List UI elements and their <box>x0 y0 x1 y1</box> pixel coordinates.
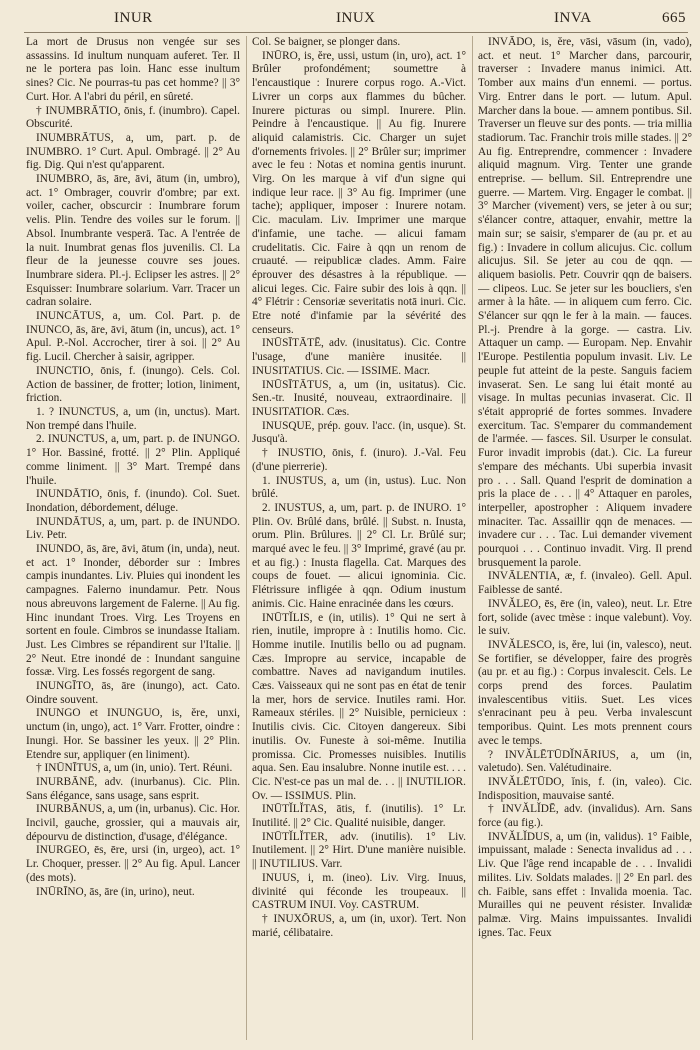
entry: INŪRĪNO, ās, āre (in, urino), neut. <box>36 885 195 898</box>
entry: INŪSĪTĀTĒ, adv. (inusitatus). Cic. Contre l'usage, d'une manière inusitée. || INUSITATIUS. Cic. — ISSIME. Macr. <box>252 337 466 377</box>
column-3 <box>478 36 692 1042</box>
entry: INŪTĬLIS, e (in, utilis). 1° Qui ne sert à rien, inutile, impropre à : Inutilis homo. Cic. Homme inutile. Inutilis bello ou ad pugnam. Cæs. Impropre au service, incapable de combattre. Naves ad navigandum inutiles. Cæs. Vaisseaux qui ne sont pas en état de tenir la mer, hors de service. Inutiles rami. Hor. Rameaux stériles. || 2° Nuisible, pernicieux : Inutilis civis. Cic. Citoyen dangereux. Sibi inutilis. Ov. Funeste à soi-même. Inutilia promissa. Cic. Promesses nuisibles. Inutilis aqua. Sen. Eau insalubre. Nonne inutile est. . . . Cic. N'est-ce pas un mal de. . . || INUTILIOR. Ov. — ISSIMUS. Plin. <box>252 611 466 802</box>
header-rule <box>24 32 688 33</box>
entry: † INVĂLĬDĒ, adv. (invalidus). Arn. Sans force (au fig.). <box>478 803 692 830</box>
entry: La mort de Drusus non vengée sur ses assassins. Id inultum nunquam auferet. Ter. Il ne le portera pas loin. Hanc esse inultum sines? Cic. Ne pourras-tu pas cet homme? || 3° Curt. Hor. A l'abri du péril, en sûreté. <box>26 36 240 103</box>
header-left-guideword: INUR <box>114 10 153 26</box>
entry: INVĂLEO, ēs, ēre (in, valeo), neut. Lr. Etre fort, solide (avec tmèse : inque valebunt). Voy. le suiv. <box>478 597 692 638</box>
entry: 1. ? INUNCTUS, a, um (in, unctus). Mart. Non trempé dans l'huile. <box>26 405 240 432</box>
entry: INŪTĬLĬTER, adv. (inutilis). 1° Liv. Inutilement. || 2° Hirt. D'une manière nuisible. || INUTILIUS. Varr. <box>252 830 466 871</box>
entry: INUSQUE, prép. gouv. l'acc. (in, usque). St. Jusqu'à. <box>252 419 466 446</box>
entry: INUMBRO, ās, āre, āvi, ātum (in, umbro), act. 1° Ombrager, couvrir d'ombre; par ext. voiler, cacher, obscurcir : Inumbrare forum velis. Plin. Tendre des voiles sur le forum. || Absol. Inumbrante vesperā. Tac. A l'entrée de la nuit. Inumbrat genas flos juvenilis. Cl. La fleur de la jeunesse couvre ses joues. Inumbrare sidera. Pl.-j. Eclipser les astres. || 2° Esquisser: Inumbrare solarium. Varr. Tracer un cadran solaire. <box>26 173 240 309</box>
entry: INUNDO, ās, āre, āvi, ātum (in, unda), neut. et act. 1° Inonder, déborder sur : Imbres campis inundantes. Liv. Pluies qui inondent les campagnes. Falerno inundamur. Petr. Nous nous abreuvons largement de Falerne. || Au fig. Hinc inundant Troes. Virg. Les Troyens en sortent en foule. Cimbros se inundasse Italiam. Just. Les Cimbres se répandirent sur l'Italie. || 2° Neut. Etre inondé de : Inundant sanguine fossæ. Virg. Les fossés regorgent de sang. <box>26 543 240 679</box>
entry: ? INVĂLĒTŪDĬNĀRIUS, a, um (in, valetudo). Sen. Valétudinaire. <box>478 748 692 775</box>
entry: INŪRO, is, ĕre, ussi, ustum (in, uro), act. 1° Brûler profondément; soumettre à l'encaustique : Inurere corpus rogo. A.-Vict. Livrer un corps aux flammes du bûcher. Inurere picturas ou simpl. Inurere. Plin. Peindre à l'encaustique. || Au fig. Inurere aliquid calamistris. Cic. Charger un sujet d'ornements frivoles. || 2° Brûler sur; imprimer avec le feu : Notas et nomina gentis inurunt. Virg. On les marque à vif d'un signe qui indique leur race. || 3° Au fig. Imprimer (une tache); appliquer, imposer : Inurere notam. Cic. maculam. Liv. Imprimer une marque d'infamie, une tache. — alicui famam crudelitatis. Cic. Faire à qqn un renom de cruauté. — reipublicæ clades. Amm. Faire éprouver des désastres à la république. — alicui leges. Cic. Faire subir des lois à qqn. || 4° Flétrir : Censoriæ severitatis notā inuri. Cic. Etre noté d'infamie par la sévérité des censeurs. <box>252 49 466 336</box>
entry: INUUS, i, m. (ineo). Liv. Virg. Inuus, divinité qui féconde les troupeaux. || CASTRUM INUI. Voy. CASTRUM. <box>252 871 466 912</box>
entry: INVĂLĒTŪDO, ĭnis, f. (in, valeo). Cic. Indisposition, mauvaise santé. <box>478 775 692 802</box>
entry: 2. INUSTUS, a, um, part. p. de INURO. 1° Plin. Ov. Brûlé dans, brûlé. || Subst. n. Inusta, orum. Plin. Brûlures. || 2° Cl. Lr. Brûlé sur; marqué avec le feu. || 3° Imprimé, gravé (au pr. et au fig.) : Inusta flagella. Cat. Marques des coups de fouet. — alicui ignominia. Cic. Flétrissure infligée à qqn. Odium inustum animis. Cic. Haine enracinée dans les cœurs. <box>252 501 466 610</box>
entry: 2. INUNCTUS, a, um, part. p. de INUNGO. 1° Hor. Bassiné, frotté. || 2° Plin. Appliqué comme liniment. || 3° Mart. Trempé dans l'huile. <box>26 433 240 487</box>
header-right-guideword: INVA <box>554 10 592 26</box>
entry: INUNCTIO, ōnis, f. (inungo). Cels. Col. Action de bassiner, de frotter; lotion, liniment, friction. <box>26 364 240 405</box>
entry: INVĀLENTIA, æ, f. (invaleo). Gell. Apul. Faiblesse de santé. <box>478 570 692 597</box>
entry: INŪSĪTĀTUS, a, um (in, usitatus). Cic. Sen.-tr. Inusité, nouveau, extraordinaire. || INUSITATIOR. Cæs. <box>252 378 466 418</box>
entry: INVĂLESCO, is, ĕre, lui (in, valesco), neut. Se fortifier, se développer, faire des progrès (au pr. et au fig.) : Corpus invalescit. Cels. Le corps prend des forces. Paulatim invalescentibus vitiis. Suet. Les vices s'enracinant peu à peu. Verba invalescunt temporibus. Quint. Les mots prennent cours avec le temps. <box>478 638 692 747</box>
entry: † INUXŌRUS, a, um (in, uxor). Tert. Non marié, célibataire. <box>252 913 466 939</box>
entry: 1. INUSTUS, a, um (in, ustus). Luc. Non brûlé. <box>252 474 466 501</box>
header-center-guideword: INUX <box>336 10 376 26</box>
entry: † INUMBRĀTIO, ōnis, f. (inumbro). Capel. Obscurité. <box>26 104 240 131</box>
entry: † INŪNĪTUS, a, um (in, unio). Tert. Réuni. <box>36 762 233 775</box>
entry: INURGEO, ēs, ēre, ursi (in, urgeo), act. 1° Lr. Choquer, presser. || 2° Au fig. Apul. Lancer (des mots). <box>26 844 240 884</box>
entry: INUNGĪTO, ās, āre (inungo), act. Cato. Oindre souvent. <box>26 680 240 706</box>
entry: INVĀDO, is, ĕre, vāsi, vāsum (in, vado), act. et neut. 1° Marcher dans, parcourir, traverser : Invadere manus inimici. Att. Tomber aux mains d'un ennemi. — portus. Virg. Entrer dans le port. — lutum. Apul. Marcher dans la boue. — amnem pontibus. Sil. Traverser un fleuve sur des ponts. — tria millia stadiorum. Tac. Franchir trois mille stades. || 2° Au fig. Entreprendre, commencer : Invadere aliquid magnum. Virg. Tenter une grande entreprise. — bellum. Sil. Entreprendre une guerre. — Martem. Virg. Engager le combat. || 3° Marcher (vivement) vers, se jeter à ou sur; s'élancer contre, attaquer, envahir, mettre la main sur; se saisir, s'emparer de (au pr. et au fig.) : Invadere in collum alicujus. Cic. collum alicujus. Sil. Se jeter au cou de qqn. — aliquem basiolis. Petr. Couvrir qqn de baisers. — clipeos. Luc. Se jeter sur les boucliers, s'en armer à la hâte. — in aliquem cum ferro. Cic. S'élancer sur qqn le fer à la main. — fauces. Pl.-j. Prendre à la gorge. — castra. Liv. Attaquer un camp. — Europam. Nep. Envahir l'Europe. Pestilentia populum invasit. Liv. Le peuple fut atteint de la peste. Sanguis faciem invaserat. Sen. Le sang lui était monté au visage. In multas pecunias invaserat. Cic. Il s'était approprié de fortes sommes. Invadere exercitum. Tac. S'emparer du commandement de l'armée. — fasces. Sil. Usurper le consulat. Furor invadit improbis (dat.). Cic. La fureur s'empare des méchants. Ubi superbia invasit pro . . . Sall. Quand l'esprit de domination a pris la place de . . . || 4° Attaquer en paroles, interpeller, apostropher : Aliquem invadere minaciter. Tac. Assaillir qqn de menaces. — invadere cur . . . Tac. Lui demander vivement pourquoi . . . Continuo invadit. Virg. Il prend brusquement la parole. <box>478 36 692 569</box>
entry: INŪTĬLĬTAS, ātis, f. (inutilis). 1° Lr. Inutilité. || 2° Cic. Qualité nuisible, danger. <box>252 803 466 830</box>
entry: † INUSTIO, ōnis, f. (inuro). J.-Val. Feu (d'une pierrerie). <box>252 447 466 473</box>
column-1 <box>26 36 240 1042</box>
entry: INURBĀNĒ, adv. (inurbanus). Cic. Plin. Sans élégance, sans usage, sans esprit. <box>26 775 240 802</box>
entry: INUNDĀTUS, a, um, part. p. de INUNDO. Liv. Petr. <box>26 515 240 542</box>
column-2 <box>252 36 466 1042</box>
entry: INUMBRĀTUS, a, um, part. p. de INUMBRO. 1° Curt. Apul. Ombragé. || 2° Au fig. Dig. Qui n'est qu'apparent. <box>26 131 240 172</box>
entry: INVĂLĬDUS, a, um (in, validus). 1° Faible, impuissant, malade : Senecta invalidus ad . . . Liv. Que l'âge rend incapable de . . . Invalidi milites. Liv. Soldats malades. || 2° En parl. des ch. Faible, sans effet : Invalida moenia. Tac. Murailles qui ne peuvent résister. Invalidæ palmæ. Virg. Mains impuissantes. Invalidi ignes. Tac. Feux <box>478 830 692 939</box>
entry: INUNGO et INUNGUO, is, ĕre, unxi, unctum (in, ungo), act. 1° Varr. Frotter, oindre : Inungi. Hor. Se bassiner les yeux. || 2° Plin. Etendre sur, appliquer (en liniment). <box>26 707 240 761</box>
columns <box>26 36 690 1042</box>
running-header <box>24 6 686 32</box>
page-number: 665 <box>662 10 686 26</box>
entry: INUNCĀTUS, a, um. Col. Part. p. de INUNCO, ās, āre, āvi, ātum (in, uncus), act. 1° Apul. P.-Nol. Accrocher, tirer à soi. || 2° Au fig. Lucil. Chercher à saisir, agripper. <box>26 310 240 364</box>
entry: INUNDĀTIO, ōnis, f. (inundo). Col. Suet. Inondation, débordement, déluge. <box>26 488 240 514</box>
entry: Col. Se baigner, se plonger dans. <box>252 36 401 48</box>
entry: INURBĀNUS, a, um (in, urbanus). Cic. Hor. Incivil, gauche, grossier, qui a mauvais air, dépourvu de distinction, d'usage, d'élégance. <box>26 803 240 843</box>
